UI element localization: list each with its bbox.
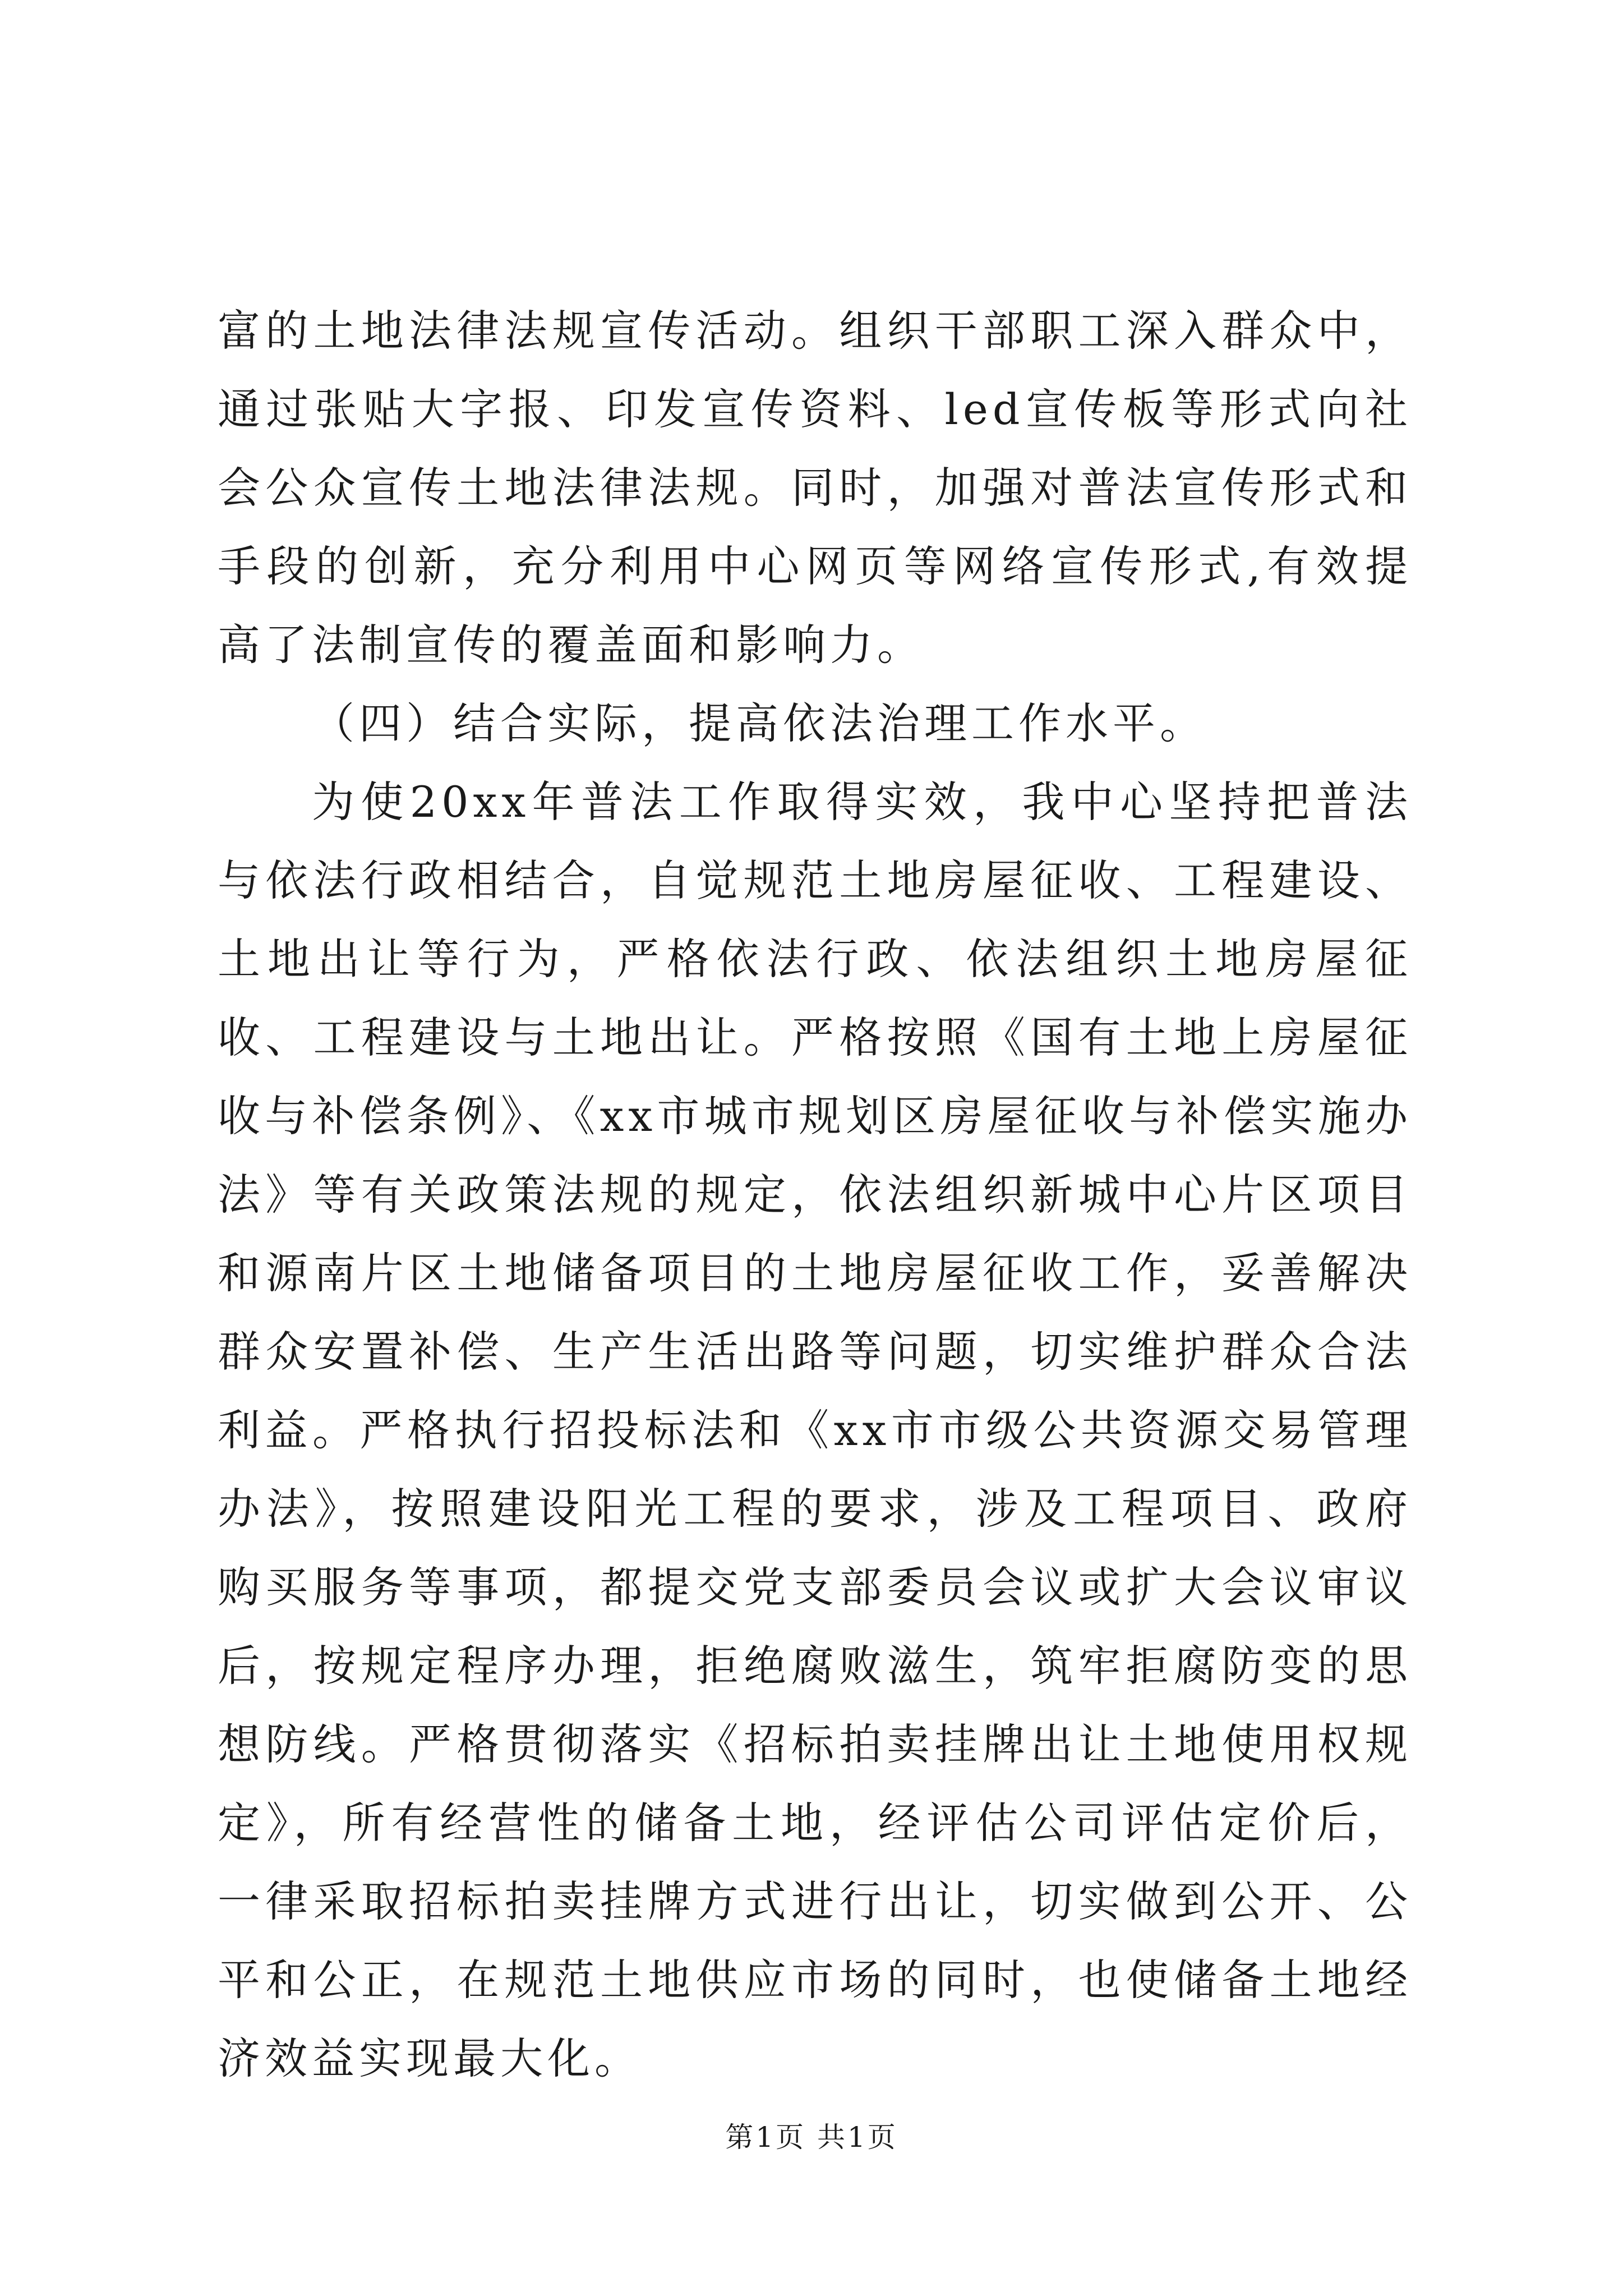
section-heading-four: （四）结合实际，提高依法治理工作水平。: [312, 698, 1207, 748]
document-body: [218, 292, 1412, 2098]
page-footer: 第1页 共1页: [725, 2121, 898, 2154]
paragraph-law-publicity: 富的土地法律法规宣传活动。组织干部职工深入群众中，通过张贴大字报、印发宣传资料、led宣传板等形式向社会公众宣传土地法律法规。同时，加强对普法宣传形式和手段的创新，充分利用中心网页等网络宣传形式,有效提高了法制宣传的覆盖面和影响力。: [218, 306, 1412, 670]
paragraph-law-administration: 为使20xx年普法工作取得实效，我中心坚持把普法与依法行政相结合，自觉规范土地房屋征收、工程建设、土地出让等行为，严格依法行政、依法组织土地房屋征收、工程建设与土地出让。严格按照《国有土地上房屋征收与补偿条例》、《xx市城市规划区房屋征收与补偿实施办法》等有关政策法规的规定，依法组织新城中心片区项目和源南片区土地储备项目的土地房屋征收工作，妥善解决群众安置补偿、生产生活出路等问题，切实维护群众合法利益。严格执行招投标法和《xx市市级公共资源交易管理办法》，按照建设阳光工程的要求，涉及工程项目、政府购买服务等事项，都提交党支部委员会议或扩大会议审议后，按规定程序办理，拒绝腐败滋生，筑牢拒腐防变的思想防线。严格贯彻落实《招标拍卖挂牌出让土地使用权规定》，所有经营性的储备土地，经评估公司评估定价后，一律采取招标拍卖挂牌方式进行出让，切实做到公开、公平和公正，在规范土地供应市场的同时，也使储备土地经济效益实现最大化。: [218, 777, 1412, 2083]
